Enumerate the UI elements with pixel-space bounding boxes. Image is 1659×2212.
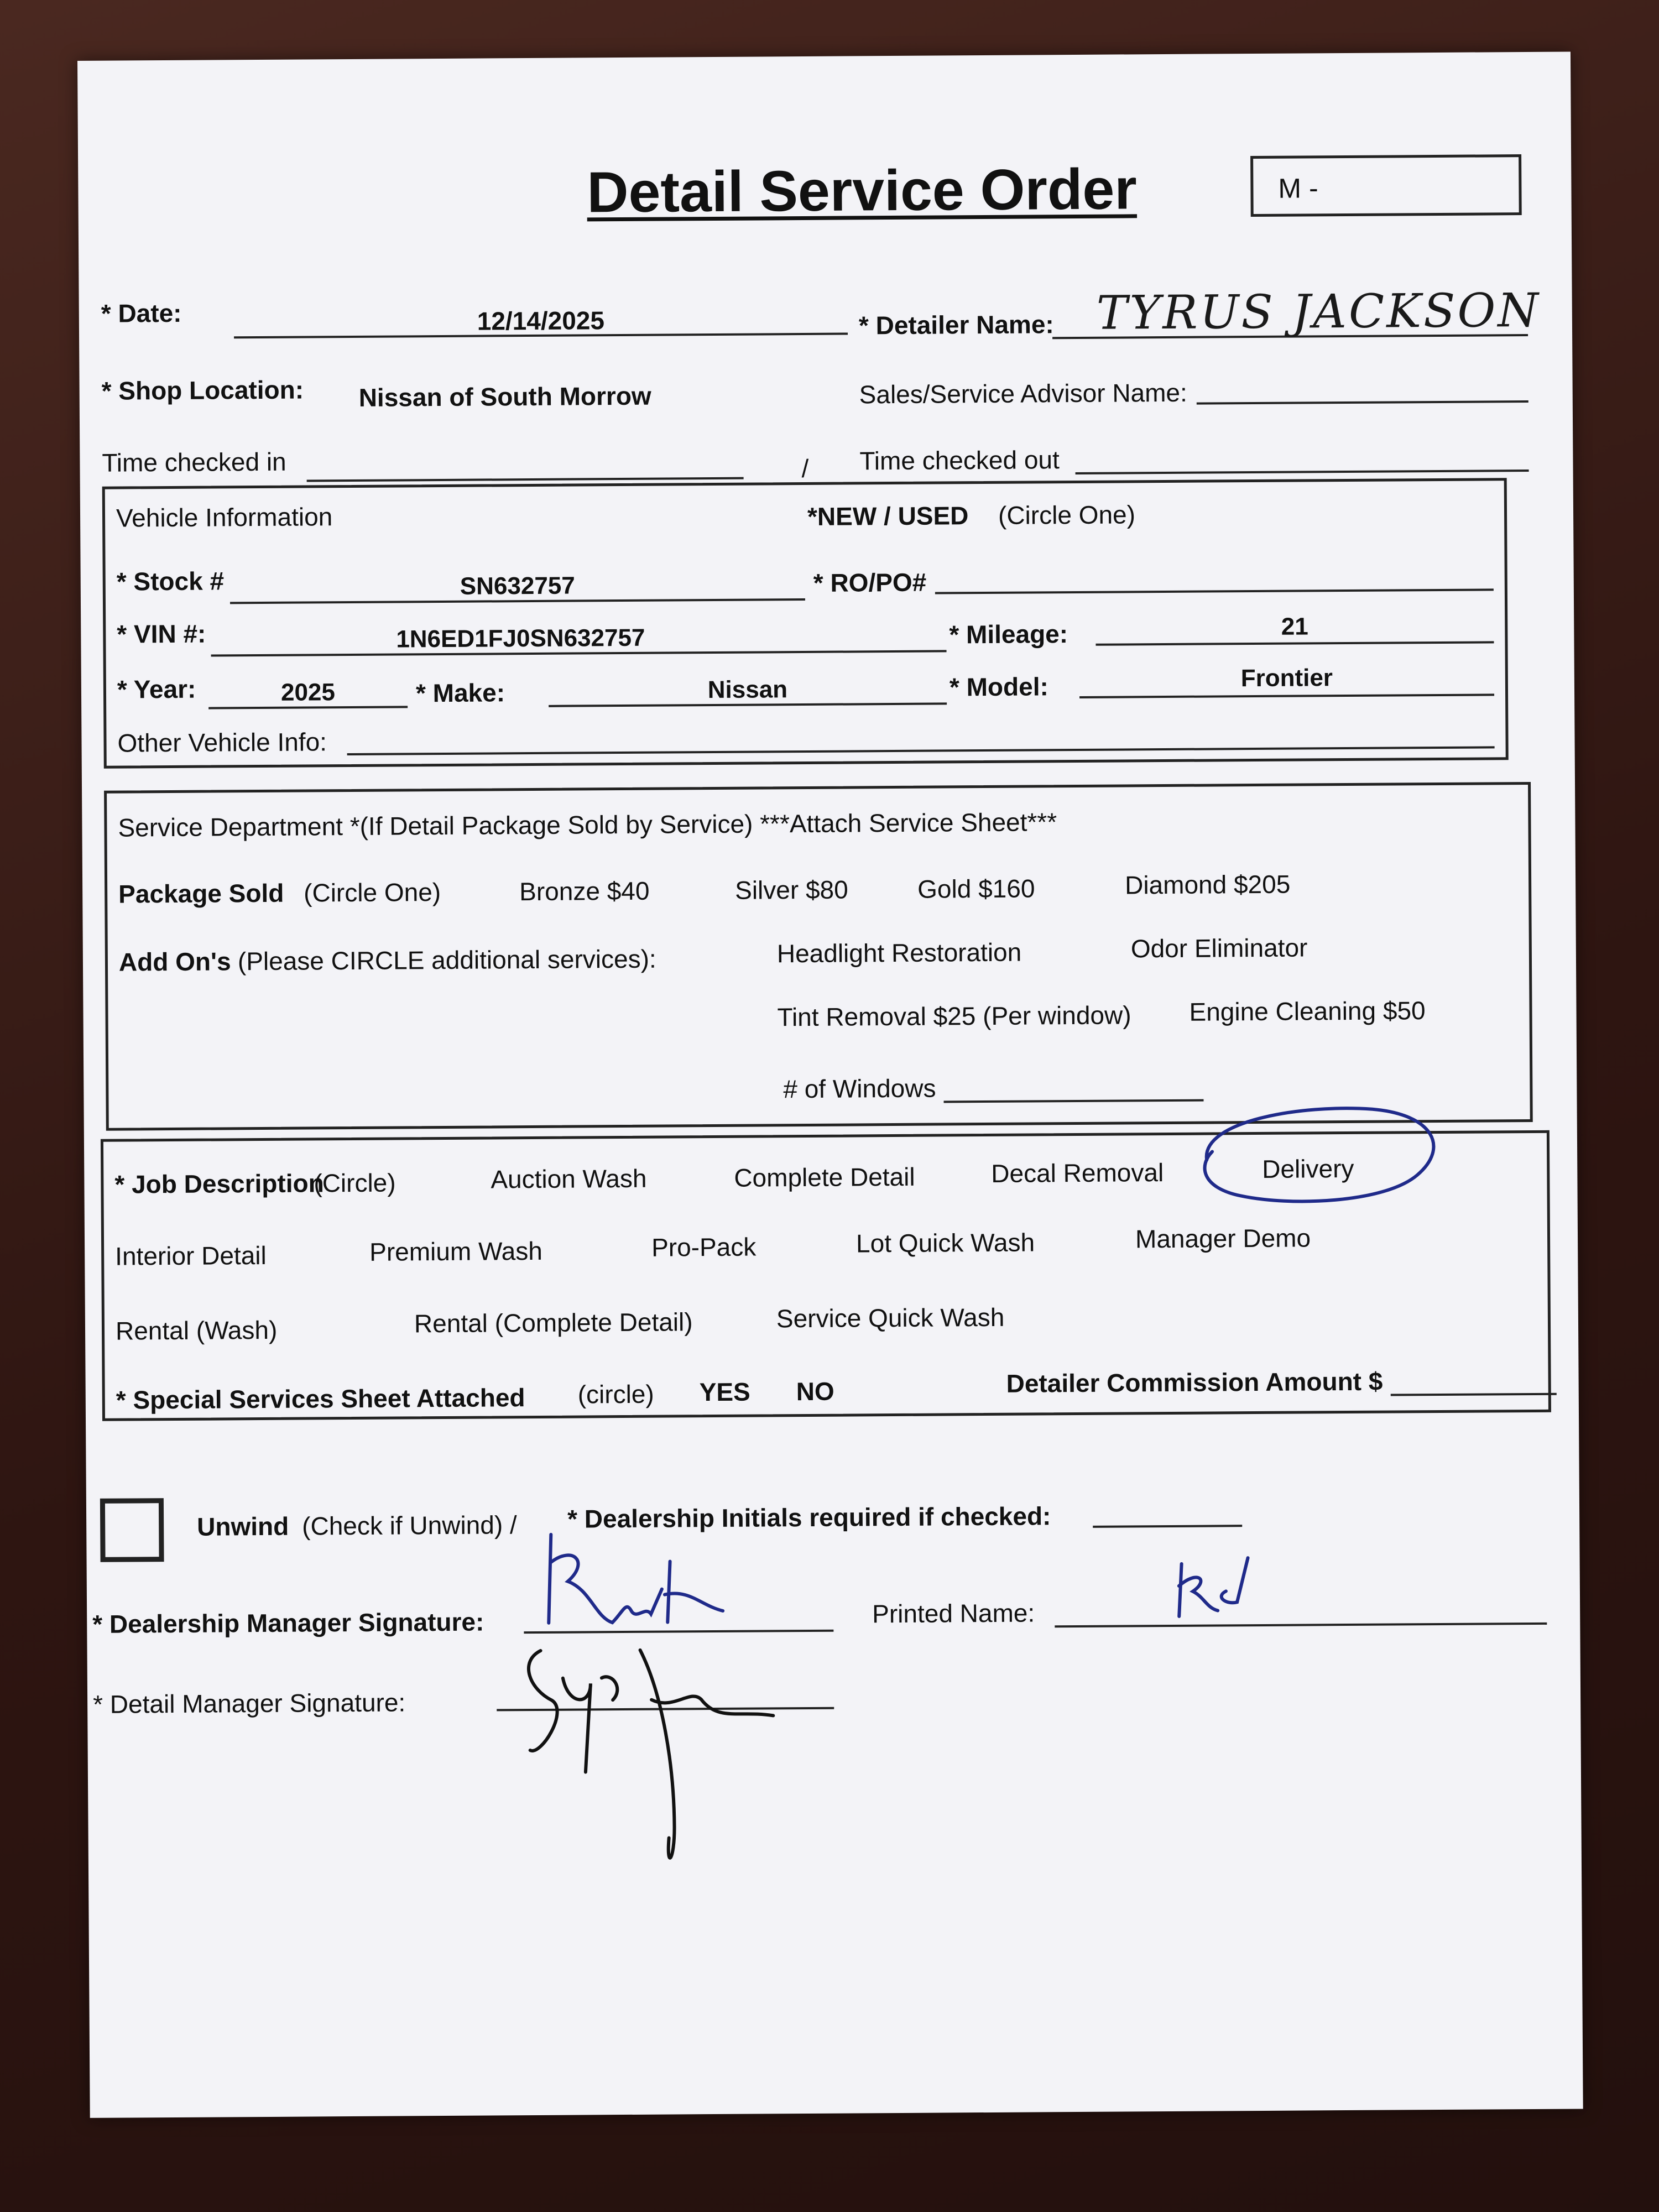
ro-po-label: * RO/PO# bbox=[813, 567, 927, 597]
package-diamond[interactable]: Diamond $205 bbox=[1124, 869, 1291, 900]
ro-po-field[interactable] bbox=[935, 588, 1494, 594]
job-pro-pack[interactable]: Pro-Pack bbox=[651, 1232, 757, 1262]
mileage-value: 21 bbox=[1281, 613, 1308, 640]
mileage-field[interactable] bbox=[1095, 641, 1494, 645]
addon-odor-eliminator[interactable]: Odor Eliminator bbox=[1130, 933, 1308, 963]
initials-required-label: * Dealership Initials required if checked: bbox=[567, 1501, 1051, 1533]
addon-headlight-restoration[interactable]: Headlight Restoration bbox=[776, 937, 1022, 968]
addon-tint-removal[interactable]: Tint Removal $25 (Per window) bbox=[777, 1000, 1131, 1032]
printed-name-initials bbox=[1165, 1547, 1254, 1625]
package-silver[interactable]: Silver $80 bbox=[735, 875, 848, 905]
job-rental-wash[interactable]: Rental (Wash) bbox=[115, 1315, 278, 1345]
shop-location-value: Nissan of South Morrow bbox=[358, 381, 651, 412]
delivery-circle-mark bbox=[1190, 1098, 1445, 1215]
time-out-label: Time checked out bbox=[859, 445, 1060, 476]
date-label: * Date: bbox=[101, 298, 182, 328]
job-complete-detail[interactable]: Complete Detail bbox=[734, 1162, 915, 1192]
unwind-checkbox[interactable] bbox=[100, 1498, 164, 1562]
vehicle-info-label: Vehicle Information bbox=[116, 502, 333, 533]
job-decal-removal[interactable]: Decal Removal bbox=[991, 1158, 1164, 1188]
initials-field[interactable] bbox=[1093, 1525, 1242, 1528]
detailer-name-value: TYRUS JACKSON bbox=[1096, 283, 1541, 340]
job-premium-wash[interactable]: Premium Wash bbox=[369, 1236, 543, 1266]
time-in-field[interactable] bbox=[307, 477, 744, 482]
model-value: Frontier bbox=[1240, 664, 1333, 692]
windows-count-label: # of Windows bbox=[783, 1073, 936, 1104]
other-vehicle-info-field[interactable] bbox=[347, 746, 1495, 755]
vin-value: 1N6ED1FJ0SN632757 bbox=[396, 624, 645, 653]
advisor-name-field[interactable] bbox=[1197, 400, 1528, 405]
job-rental-complete-detail[interactable]: Rental (Complete Detail) bbox=[414, 1307, 693, 1338]
service-department-section bbox=[104, 782, 1533, 1131]
job-auction-wash[interactable]: Auction Wash bbox=[491, 1164, 647, 1194]
manager-signature bbox=[529, 1527, 761, 1640]
page-title: Detail Service Order bbox=[587, 157, 1138, 225]
time-separator: / bbox=[801, 453, 809, 483]
mileage-label: * Mileage: bbox=[949, 619, 1068, 649]
addon-engine-cleaning[interactable]: Engine Cleaning $50 bbox=[1189, 996, 1426, 1026]
package-bronze[interactable]: Bronze $40 bbox=[519, 876, 650, 906]
detail-manager-signature-label: * Detail Manager Signature: bbox=[92, 1688, 406, 1719]
job-manager-demo[interactable]: Manager Demo bbox=[1135, 1223, 1311, 1254]
detail-manager-signature bbox=[507, 1627, 796, 1883]
service-department-label: Service Department *(If Detail Package Sold by Service) ***Attach Service Sheet*** bbox=[118, 807, 1057, 842]
model-label: * Model: bbox=[949, 672, 1048, 702]
new-used-hint: (Circle One) bbox=[998, 500, 1136, 530]
commission-amount-field[interactable] bbox=[1391, 1393, 1557, 1396]
package-gold[interactable]: Gold $160 bbox=[917, 874, 1035, 904]
unwind-hint: (Check if Unwind) / bbox=[302, 1510, 517, 1541]
time-out-field[interactable] bbox=[1076, 469, 1529, 474]
unwind-label: Unwind bbox=[197, 1511, 289, 1541]
vin-label: * VIN #: bbox=[117, 619, 206, 649]
detailer-name-label: * Detailer Name: bbox=[858, 310, 1054, 340]
package-sold-label: Package Sold bbox=[118, 878, 284, 909]
date-value: 12/14/2025 bbox=[477, 306, 605, 336]
year-value: 2025 bbox=[280, 679, 336, 706]
make-value: Nissan bbox=[707, 676, 788, 704]
stock-label: * Stock # bbox=[116, 566, 225, 596]
job-interior-detail[interactable]: Interior Detail bbox=[115, 1240, 267, 1271]
printed-name-label: Printed Name: bbox=[872, 1598, 1035, 1629]
shop-location-label: * Shop Location: bbox=[101, 375, 304, 405]
order-number-box[interactable] bbox=[1250, 154, 1522, 217]
printed-name-field[interactable] bbox=[1055, 1623, 1547, 1627]
service-order-paper bbox=[77, 52, 1583, 2118]
special-services-label: * Special Services Sheet Attached bbox=[116, 1383, 525, 1415]
job-service-quick-wash[interactable]: Service Quick Wash bbox=[776, 1302, 1005, 1333]
year-label: * Year: bbox=[117, 674, 196, 704]
windows-count-field[interactable] bbox=[944, 1099, 1204, 1103]
time-in-label: Time checked in bbox=[102, 447, 286, 477]
add-ons-hint: (Please CIRCLE additional services): bbox=[237, 944, 656, 976]
special-services-hint: (circle) bbox=[577, 1379, 654, 1409]
advisor-name-label: Sales/Service Advisor Name: bbox=[859, 378, 1188, 409]
order-number-label: M - bbox=[1278, 173, 1318, 204]
special-services-no[interactable]: NO bbox=[796, 1376, 834, 1406]
vehicle-info-section bbox=[102, 478, 1509, 769]
commission-amount-label: Detailer Commission Amount $ bbox=[1006, 1366, 1383, 1398]
make-label: * Make: bbox=[415, 678, 505, 708]
special-services-yes[interactable]: YES bbox=[699, 1377, 750, 1407]
job-delivery[interactable]: Delivery bbox=[1262, 1154, 1354, 1183]
job-description-hint: (Circle) bbox=[314, 1168, 396, 1198]
add-ons-label: Add On's bbox=[118, 947, 231, 977]
new-used-label[interactable]: *NEW / USED bbox=[807, 501, 969, 531]
model-field[interactable] bbox=[1079, 693, 1494, 698]
job-description-label: * Job Description bbox=[114, 1168, 324, 1199]
manager-signature-label: * Dealership Manager Signature: bbox=[92, 1607, 484, 1639]
job-lot-quick-wash[interactable]: Lot Quick Wash bbox=[855, 1228, 1035, 1258]
other-vehicle-info-label: Other Vehicle Info: bbox=[117, 727, 327, 758]
package-sold-hint: (Circle One) bbox=[304, 878, 441, 907]
stock-value: SN632757 bbox=[460, 572, 575, 600]
